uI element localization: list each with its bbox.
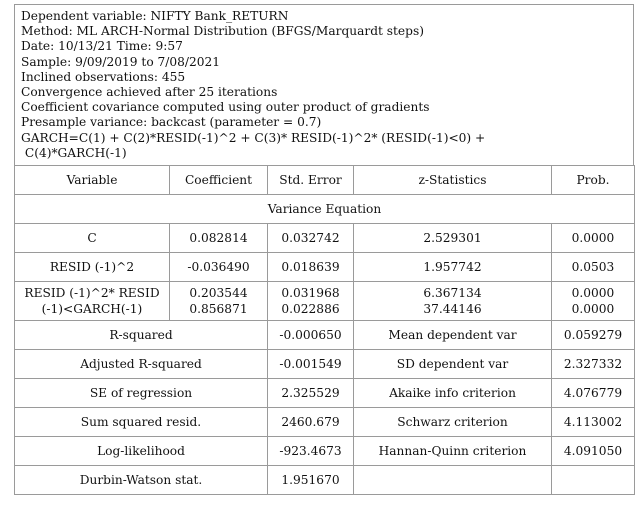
se-value: 0.031968 xyxy=(281,286,340,301)
stat-row xyxy=(15,437,635,466)
header-line: Coefficient covariance computed using outer product of gradients xyxy=(21,100,430,115)
variable-cell xyxy=(15,282,170,321)
regression-output xyxy=(14,4,634,495)
stat-label: Schwarz criterion xyxy=(354,408,552,437)
stat-value xyxy=(552,466,635,495)
header-line: Dependent variable: NIFTY Bank_RETURN xyxy=(21,9,289,23)
se-cell: 0.032742 xyxy=(268,224,354,253)
stat-value: 1.951670 xyxy=(268,466,354,495)
stat-label: Log-likelihood xyxy=(15,437,268,466)
header-line: Date: 10/13/21 Time: 9:57 xyxy=(21,39,183,54)
column-header-row xyxy=(15,166,635,195)
col-z-statistics: z-Statistics xyxy=(354,166,552,195)
stat-label: R-squared xyxy=(15,321,268,350)
prob-cell: 0.0000 xyxy=(552,224,635,253)
coef-cell xyxy=(170,282,268,321)
header-line: Presample variance: backcast (parameter = 0.7) xyxy=(21,115,322,130)
stat-value: -0.000650 xyxy=(268,321,354,350)
coef-cell: 0.082814 xyxy=(170,224,268,253)
results-table xyxy=(14,165,635,495)
variable-line: (-1)<GARCH(-1) xyxy=(41,302,143,317)
header-line: C(4)*GARCH(-1) xyxy=(21,145,127,160)
stat-label: SE of regression xyxy=(15,379,268,408)
stat-value: -0.001549 xyxy=(268,350,354,379)
variable-cell: C xyxy=(15,224,170,253)
stat-row xyxy=(15,321,635,350)
col-coefficient: Coefficient xyxy=(170,166,268,195)
stat-value: 2.325529 xyxy=(268,379,354,408)
stat-row xyxy=(15,466,635,495)
prob-value: 0.0000 xyxy=(571,286,615,301)
z-cell xyxy=(354,282,552,321)
stat-value: 4.113002 xyxy=(552,408,635,437)
stat-label: Mean dependent var xyxy=(354,321,552,350)
stat-label: Akaike info criterion xyxy=(354,379,552,408)
stat-label: Hannan-Quinn criterion xyxy=(354,437,552,466)
section-row xyxy=(15,195,635,224)
stat-value: -923.4673 xyxy=(268,437,354,466)
header-line: Method: ML ARCH-Normal Distribution (BFGS/Marquardt steps) xyxy=(21,24,424,39)
prob-cell xyxy=(552,282,635,321)
output-header xyxy=(14,4,634,165)
stat-value: 0.059279 xyxy=(552,321,635,350)
stat-label xyxy=(354,466,552,495)
stat-value: 2.327332 xyxy=(552,350,635,379)
stat-row xyxy=(15,408,635,437)
col-variable: Variable xyxy=(15,166,170,195)
stat-label: Durbin-Watson stat. xyxy=(15,466,268,495)
table-row xyxy=(15,253,635,282)
prob-value: 0.0000 xyxy=(571,302,615,317)
z-cell: 2.529301 xyxy=(354,224,552,253)
coef-cell: -0.036490 xyxy=(170,253,268,282)
stat-row xyxy=(15,350,635,379)
stat-label: SD dependent var xyxy=(354,350,552,379)
col-std-error: Std. Error xyxy=(268,166,354,195)
z-value: 37.44146 xyxy=(423,302,482,317)
section-title: Variance Equation xyxy=(15,195,635,224)
col-prob: Prob. xyxy=(552,166,635,195)
se-cell xyxy=(268,282,354,321)
variable-line: RESID (-1)^2* RESID xyxy=(24,286,160,301)
header-line: Sample: 9/09/2019 to 7/08/2021 xyxy=(21,54,221,69)
se-cell: 0.018639 xyxy=(268,253,354,282)
stat-value: 4.076779 xyxy=(552,379,635,408)
coef-value: 0.856871 xyxy=(189,302,248,317)
stat-row xyxy=(15,379,635,408)
coef-value: 0.203544 xyxy=(189,286,248,301)
prob-cell: 0.0503 xyxy=(552,253,635,282)
variable-cell: RESID (-1)^2 xyxy=(15,253,170,282)
z-value: 6.367134 xyxy=(423,286,482,301)
header-line: Inclined observations: 455 xyxy=(21,69,186,84)
stat-label: Adjusted R-squared xyxy=(15,350,268,379)
stat-label: Sum squared resid. xyxy=(15,408,268,437)
header-line: Convergence achieved after 25 iterations xyxy=(21,85,278,100)
table-row xyxy=(15,282,635,321)
table-row xyxy=(15,224,635,253)
header-line: GARCH=C(1) + C(2)*RESID(-1)^2 + C(3)* RESID(-1)^2* (RESID(-1)<0) + xyxy=(21,130,486,145)
stat-value: 2460.679 xyxy=(268,408,354,437)
se-value: 0.022886 xyxy=(281,302,340,317)
z-cell: 1.957742 xyxy=(354,253,552,282)
stat-value: 4.091050 xyxy=(552,437,635,466)
